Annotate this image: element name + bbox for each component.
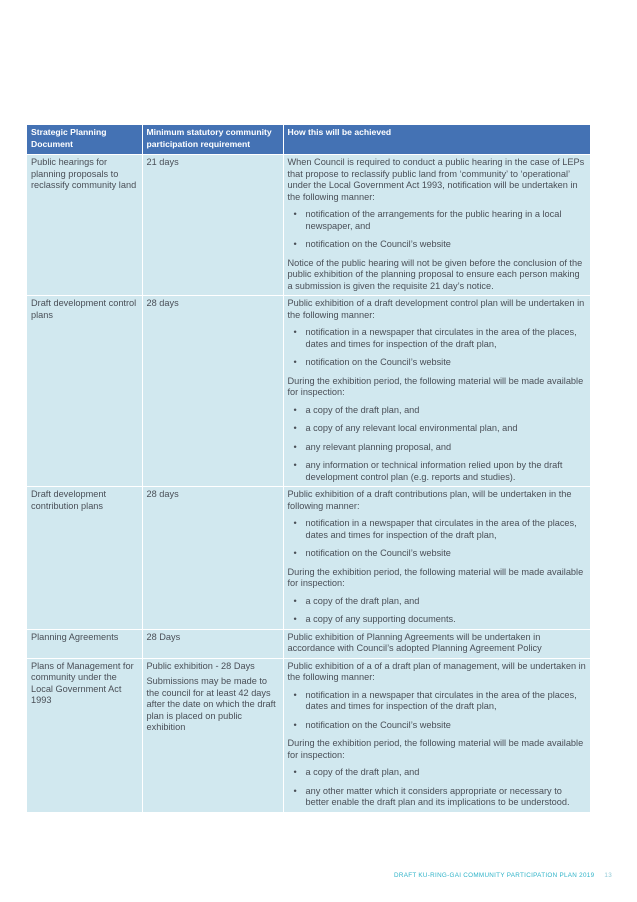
row-document: Draft development contribution plans bbox=[27, 487, 142, 630]
table-row bbox=[27, 629, 590, 658]
row-intro: When Council is required to conduct a public hearing in the case of LEPs that propose to reclassify public land from ‘community’ to ‘operational’ under the Local Government Act 1993, notification will be undertaken in the following manner: bbox=[287, 157, 585, 202]
bullet-list bbox=[288, 690, 587, 732]
row-document: Planning Agreements bbox=[27, 629, 142, 658]
header-strategic-planning-document: Strategic Planning Document bbox=[27, 125, 142, 155]
bullet-list bbox=[288, 596, 587, 626]
participation-table-container bbox=[27, 125, 590, 812]
row-method bbox=[283, 487, 590, 630]
row-requirement: 28 days bbox=[142, 487, 283, 630]
footer-title: DRAFT KU-RING-GAI COMMUNITY PARTICIPATION PLAN 2019 bbox=[394, 872, 595, 879]
bullet-list bbox=[288, 405, 587, 484]
row-method bbox=[283, 155, 590, 296]
row-closing: Notice of the public hearing will not be given before the conclusion of the public exhibition of the planning proposal to ensure each person making a submission is given the requisite 21 day’s notice. bbox=[287, 257, 583, 291]
row-requirement: 21 days bbox=[142, 155, 283, 296]
row-requirement: 28 days bbox=[142, 296, 283, 487]
row-middle: During the exhibition period, the following material will be made available for inspection: bbox=[287, 566, 584, 588]
list-item: • a copy of the draft plan, and bbox=[288, 405, 587, 417]
list-item: • a copy of any relevant local environmental plan, and bbox=[288, 423, 587, 435]
requirement-note: Submissions may be made to the council for at least 42 days after the date on which the draft plan is placed on public exhibition bbox=[146, 676, 276, 732]
page-footer bbox=[394, 872, 612, 879]
page-number: 13 bbox=[604, 872, 612, 879]
requirement-primary: Public exhibition - 28 Days bbox=[146, 660, 255, 671]
row-method bbox=[283, 629, 590, 658]
header-minimum-requirement: Minimum statutory community participation requirement bbox=[142, 125, 283, 155]
bullet-list bbox=[288, 767, 587, 809]
row-intro: Public exhibition of a of a draft plan of management, will be undertaken in the following manner: bbox=[287, 660, 586, 682]
table-header-row bbox=[27, 125, 590, 155]
list-item: • a copy of the draft plan, and bbox=[288, 767, 587, 779]
row-document: Public hearings for planning proposals to reclassify community land bbox=[27, 155, 142, 296]
list-item: • notification on the Council’s website bbox=[288, 720, 587, 732]
list-item: • notification on the Council’s website bbox=[288, 548, 587, 560]
list-item: • notification in a newspaper that circulates in the area of the places, dates and times for inspection of the draft plan, bbox=[288, 518, 587, 541]
bullet-list bbox=[288, 518, 587, 560]
row-document: Plans of Management for community under the Local Government Act 1993 bbox=[27, 658, 142, 812]
list-item: • notification on the Council’s website bbox=[288, 239, 587, 251]
header-how-achieved: How this will be achieved bbox=[283, 125, 590, 155]
list-item: • any other matter which it considers appropriate or necessary to better enable the draft plan and its implications to be understood. bbox=[288, 786, 587, 809]
row-method bbox=[283, 658, 590, 812]
row-intro: Public exhibition of Planning Agreements will be undertaken in accordance with Council’s adopted Planning Agreement Policy bbox=[287, 631, 542, 653]
row-middle: During the exhibition period, the following material will be made available for inspection: bbox=[287, 738, 584, 760]
list-item: • notification on the Council’s website bbox=[288, 357, 587, 369]
table-row bbox=[27, 658, 590, 812]
row-middle: During the exhibition period, the following material will be made available for inspection: bbox=[287, 375, 584, 397]
row-method bbox=[283, 296, 590, 487]
bullet-list bbox=[288, 327, 587, 369]
list-item: • a copy of the draft plan, and bbox=[288, 596, 587, 608]
list-item: • notification in a newspaper that circulates in the area of the places, dates and times for inspection of the draft plan, bbox=[288, 690, 587, 713]
list-item: • a copy of any supporting documents. bbox=[288, 614, 587, 626]
table-row bbox=[27, 487, 590, 630]
row-intro: Public exhibition of a draft contributions plan, will be undertaken in the following manner: bbox=[287, 489, 572, 511]
list-item: • any information or technical information relied upon by the draft development control plan (e.g. reports and studies). bbox=[288, 460, 587, 483]
bullet-list bbox=[288, 209, 587, 251]
participation-table bbox=[27, 125, 590, 812]
row-intro: Public exhibition of a draft development control plan will be undertaken in the following manner: bbox=[287, 298, 585, 320]
list-item: • notification in a newspaper that circulates in the area of the places, dates and times for inspection of the draft plan, bbox=[288, 327, 587, 350]
table-row bbox=[27, 155, 590, 296]
table-row bbox=[27, 296, 590, 487]
row-document: Draft development control plans bbox=[27, 296, 142, 487]
list-item: • notification of the arrangements for the public hearing in a local newspaper, and bbox=[288, 209, 587, 232]
row-requirement bbox=[142, 658, 283, 812]
row-requirement: 28 Days bbox=[142, 629, 283, 658]
list-item: • any relevant planning proposal, and bbox=[288, 442, 587, 454]
